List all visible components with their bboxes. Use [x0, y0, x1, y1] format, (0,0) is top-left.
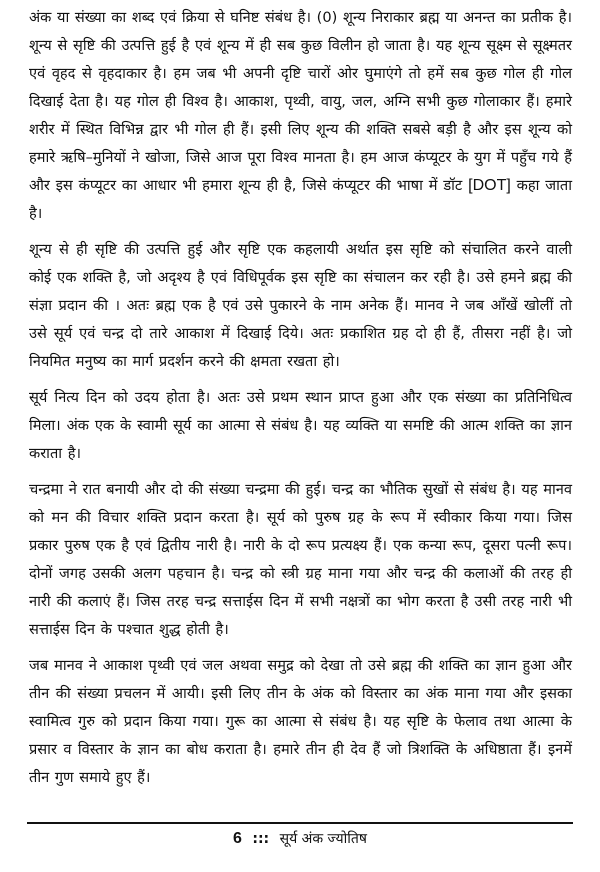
footer-separator: ::: [252, 831, 270, 847]
dot-term: [DOT] [468, 177, 511, 194]
paragraph-2: शून्य से ही सृष्टि की उत्पत्ति हुई और सृष्टि एक कहलायी अर्थात इस सृष्टि को संचालित करने वाली कोई एक शक्ति है, जो अदृश्य है एवं विधिपूर्वक इस सृष्टि का संचालन कर रही है। उसे हमने ब्रह्म की संज्ञा प्रदान की । अतः ब्रह्म एक है एवं उसे पुकारने के नाम अनेक हैं। मानव ने जब आँखें खोलीं तो उसे सूर्य एवं चन्द्र दो तारे आकाश में दिखाई दिये। अतः प्रकाशित ग्रह दो ही हैं, तीसरा नहीं है। जो नियमित मनुष्य का मार्ग प्रदर्शन करने की क्षमता रखता हो। [29, 241, 572, 370]
paragraph-1 [29, 4, 572, 228]
page-number: 6 [233, 830, 242, 847]
page-footer [0, 828, 600, 850]
paragraph-1-text: अंक या संख्या का शब्द एवं क्रिया से घनिष्ट संबंध है। (0) शून्य निराकार ब्रह्म या अनन्त का प्रतीक है। शून्य से सृष्टि की उत्पत्ति हुई है एवं शून्य में ही सब कुछ विलीन हो जाता है। यह शून्य सूक्ष्म से सूक्ष्मतर एवं वृहद से वृहदाकार है। हम जब भी अपनी दृष्टि चारों ओर घुमाएंगे तो हमें सब कुछ गोल ही गोल दिखाई देता है। यह गोल ही विश्व है। आकाश, पृथ्वी, वायु, जल, अग्नि सभी कुछ गोलाकार हैं। हमारे शरीर में स्थित विभिन्न द्वार भी गोल ही हैं। इसी लिए शून्य की शक्ति सबसे बड़ी है और इस शून्य को हमारे ऋषि–मुनियों ने खोजा, जिसे आज पूरा विश्व मानता है। हम आज कंप्यूटर के युग में पहुँच गये हैं और इस कंप्यूटर का आधार भी हमारा शून्य ही है, जिसे कंप्यूटर की भाषा में डॉट [29, 9, 572, 194]
paragraph-5: जब मानव ने आकाश पृथ्वी एवं जल अथवा समुद्र को देखा तो उसे ब्रह्म की शक्ति का ज्ञान हुआ और तीन की संख्या प्रचलन में आयी। इसी लिए तीन के अंक को विस्तार का अंक माना गया और इसका स्वामित्व गुरु को प्रदान किया गया। गुरू का आत्मा से संबंध है। यह सृष्टि के फेलाव तथा आत्मा के प्रसार व विस्तार के ज्ञान का बोध कराता है। हमारे तीन ही देव हैं जो त्रिशक्ति के अधिष्ठाता हैं। इनमें तीन गुण समाये हुए हैं। [29, 657, 572, 786]
paragraph-3: सूर्य नित्य दिन को उदय होता है। अतः उसे प्रथम स्थान प्राप्त हुआ और एक संख्या का प्रतिनिधित्व मिला। अंक एक के स्वामी सूर्य का आत्मा से संबंध है। यह व्यक्ति या समष्टि की आत्म शक्ति का ज्ञान कराता है। [29, 389, 572, 462]
paragraph-1-tail: कहा जाता है। [29, 177, 572, 222]
page-body [29, 4, 572, 800]
footer-rule [27, 822, 573, 824]
paragraph-4: चन्द्रमा ने रात बनायी और दो की संख्या चन्द्रमा की हुई। चन्द्र का भौतिक सुखों से संबंध है। यह मानव को मन की विचार शक्ति प्रदान करता है। सूर्य को पुरुष ग्रह के रूप में स्वीकार किया गया। जिस प्रकार पुरुष एक है एवं द्वितीय नारी है। नारी के दो रूप प्रत्यक्ष्य हैं। एक कन्या रूप, दूसरा पत्नी रूप। दोनों जगह उसकी अलग पहचान है। चन्द्र को स्त्री ग्रह माना गया और चन्द्र की कलाओं की तरह ही नारी की कलाएं हैं। जिस तरह चन्द्र सत्ताईस दिन में सभी नक्षत्रों का भोग करता है उसी तरह नारी भी सत्ताईस दिन के पश्चात शुद्ध होती है। [29, 481, 572, 638]
book-title: सूर्य अंक ज्योतिष [279, 831, 367, 847]
